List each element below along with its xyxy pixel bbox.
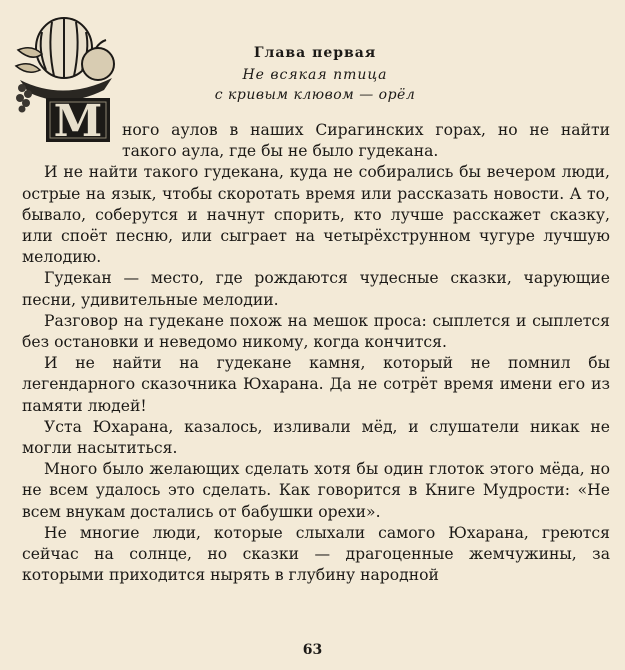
body-text — [22, 120, 610, 586]
chapter-subtitle-line1: Не всякая птица — [242, 67, 388, 83]
paragraph: Разговор на гудекане похож на мешок проса: сыплется и сыплется без остановки и неведомо никому, когда кончится. — [22, 311, 610, 352]
page-number: 63 — [302, 642, 323, 658]
paragraph: И не найти на гудекане камня, который не помнил бы легендарного сказочника Юхарана. Да не сотрёт время имени его из памяти людей! — [22, 354, 610, 415]
paragraph: Уста Юхарана, казалось, изливали мёд, и слушатели никак не могли насытиться. — [22, 417, 610, 458]
chapter-title: Глава первая — [253, 45, 377, 61]
chapter-subtitle-line2: с кривым клювом — орёл — [214, 87, 416, 103]
drop-cap-letter: М — [53, 96, 103, 144]
paragraph: Гудекан — место, где рождаются чудесные сказки, чарующие песни, удивительные мелодии. — [22, 269, 610, 309]
paragraph: ного аулов в наших Сирагинских горах, но не найти такого аула, где бы не было гудекана. — [122, 121, 610, 161]
paragraph: Много было желающих сделать хотя бы один глоток этого мёда, но не всем удалось это сделать. Как говорится в Книге Мудрости: «Не всем внукам достались от бабушки орехи». — [22, 460, 610, 521]
paragraph: Не многие люди, которые слыхали самого Юхарана, греются сейчас на солнце, но сказки — драгоценные жемчужины, за которыми приходится нырять в глубину народной — [22, 523, 610, 585]
paragraph: И не найти такого гудекана, куда не собирались бы вечером люди, острые на язык, чтобы скоротать время или рассказать новости. А то, бывало, соберутся и начнут спорить, кто лучше расскажет сказку, или споёт песню, или сыграет на четырёхструнном чугуре лучшую мелодию. — [22, 163, 610, 267]
